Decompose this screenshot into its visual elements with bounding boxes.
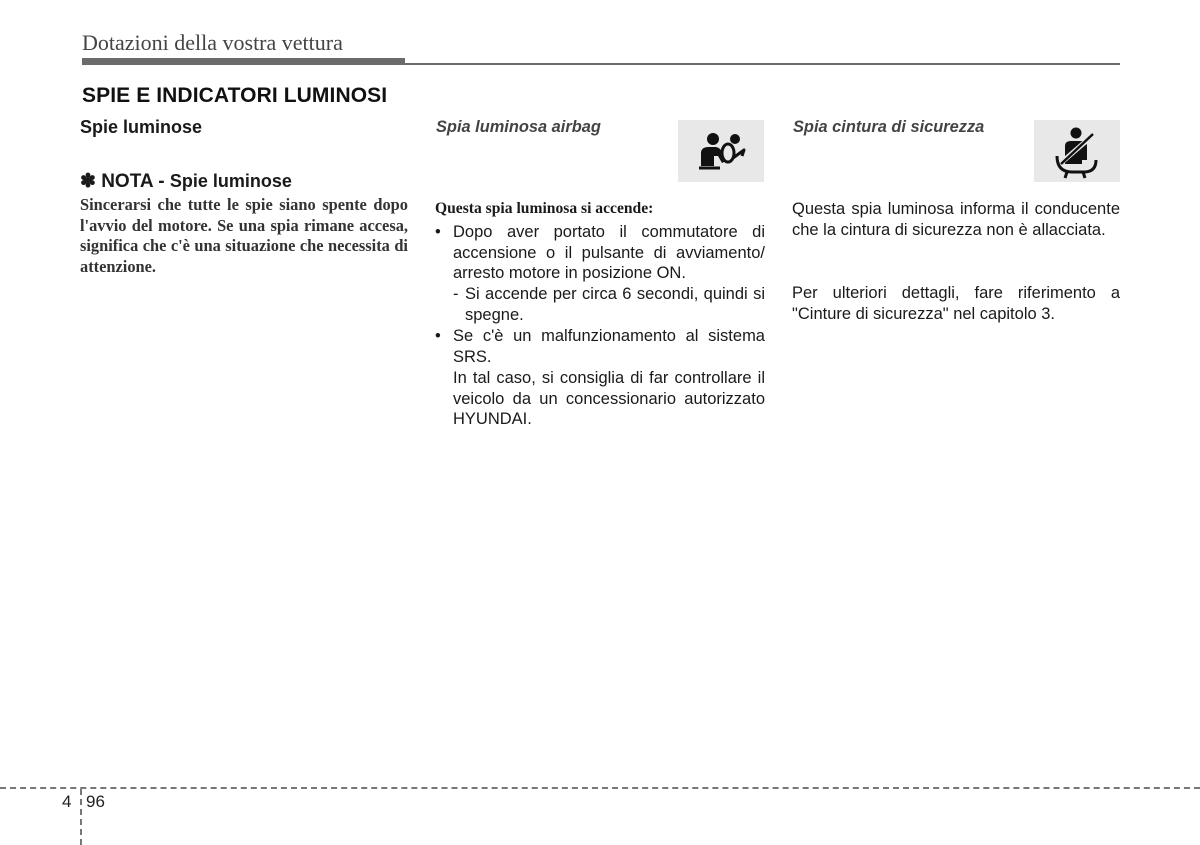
header-rule-thick [82,58,405,65]
airbag-lead: Questa spia luminosa si accende: [435,200,654,217]
airbag-bullet-2 [435,326,765,367]
bullet-mark: • [435,223,441,241]
note-label: NOTA - [101,171,165,192]
airbag-bullet-2-text: Se c'è un malfunzionamento al sistema SRS. [453,327,765,366]
footer-rule [0,787,1200,789]
note-heading [80,170,292,193]
airbag-bullet-2-continuation: In tal caso, si consiglia di far controllare il veicolo da un concessionario autorizzato HYUNDAI. [453,369,765,429]
note-title: Spie luminose [169,171,292,191]
page-number: 96 [86,792,105,811]
airbag-warning-icon [678,120,764,182]
note-text: Sincerarsi che tutte le spie siano spente dopo l'avvio del motore. Se una spia rimane accesa, significa che c'è una situazione che necessita di attenzione. [80,195,408,276]
airbag-bullet-1-sub [453,284,765,325]
seat-belt-warning-icon [1034,120,1120,182]
seatbelt-section-title: Spia cintura di sicurezza [793,118,985,136]
running-header: Dotazioni della vostra vettura [82,30,343,55]
seatbelt-paragraph-1: Questa spia luminosa informa il conducente che la cintura di sicurezza non è allacciata. [792,200,1120,239]
footer-divider [80,789,82,845]
subheading-spie-luminose: Spie luminose [80,117,203,137]
header-rule-thin [405,63,1120,65]
note-symbol: ✽ [80,171,96,192]
chapter-number: 4 [62,792,72,811]
seatbelt-paragraph-2: Per ulteriori dettagli, fare riferimento a "Cinture di sicurezza" nel capitolo 3. [792,284,1120,323]
dash-mark: - [453,285,459,303]
section-title: SPIE E INDICATORI LUMINOSI [82,84,388,107]
airbag-bullet-1 [435,222,765,284]
airbag-bullet-1-sub-text: Si accende per circa 6 secondi, quindi si spegne. [465,285,765,324]
bullet-mark: • [435,327,441,345]
airbag-section-title: Spia luminosa airbag [436,118,601,136]
airbag-bullet-1-text: Dopo aver portato il commutatore di accensione o il pulsante di avviamento/ arresto motore in posizione ON. [453,223,765,283]
